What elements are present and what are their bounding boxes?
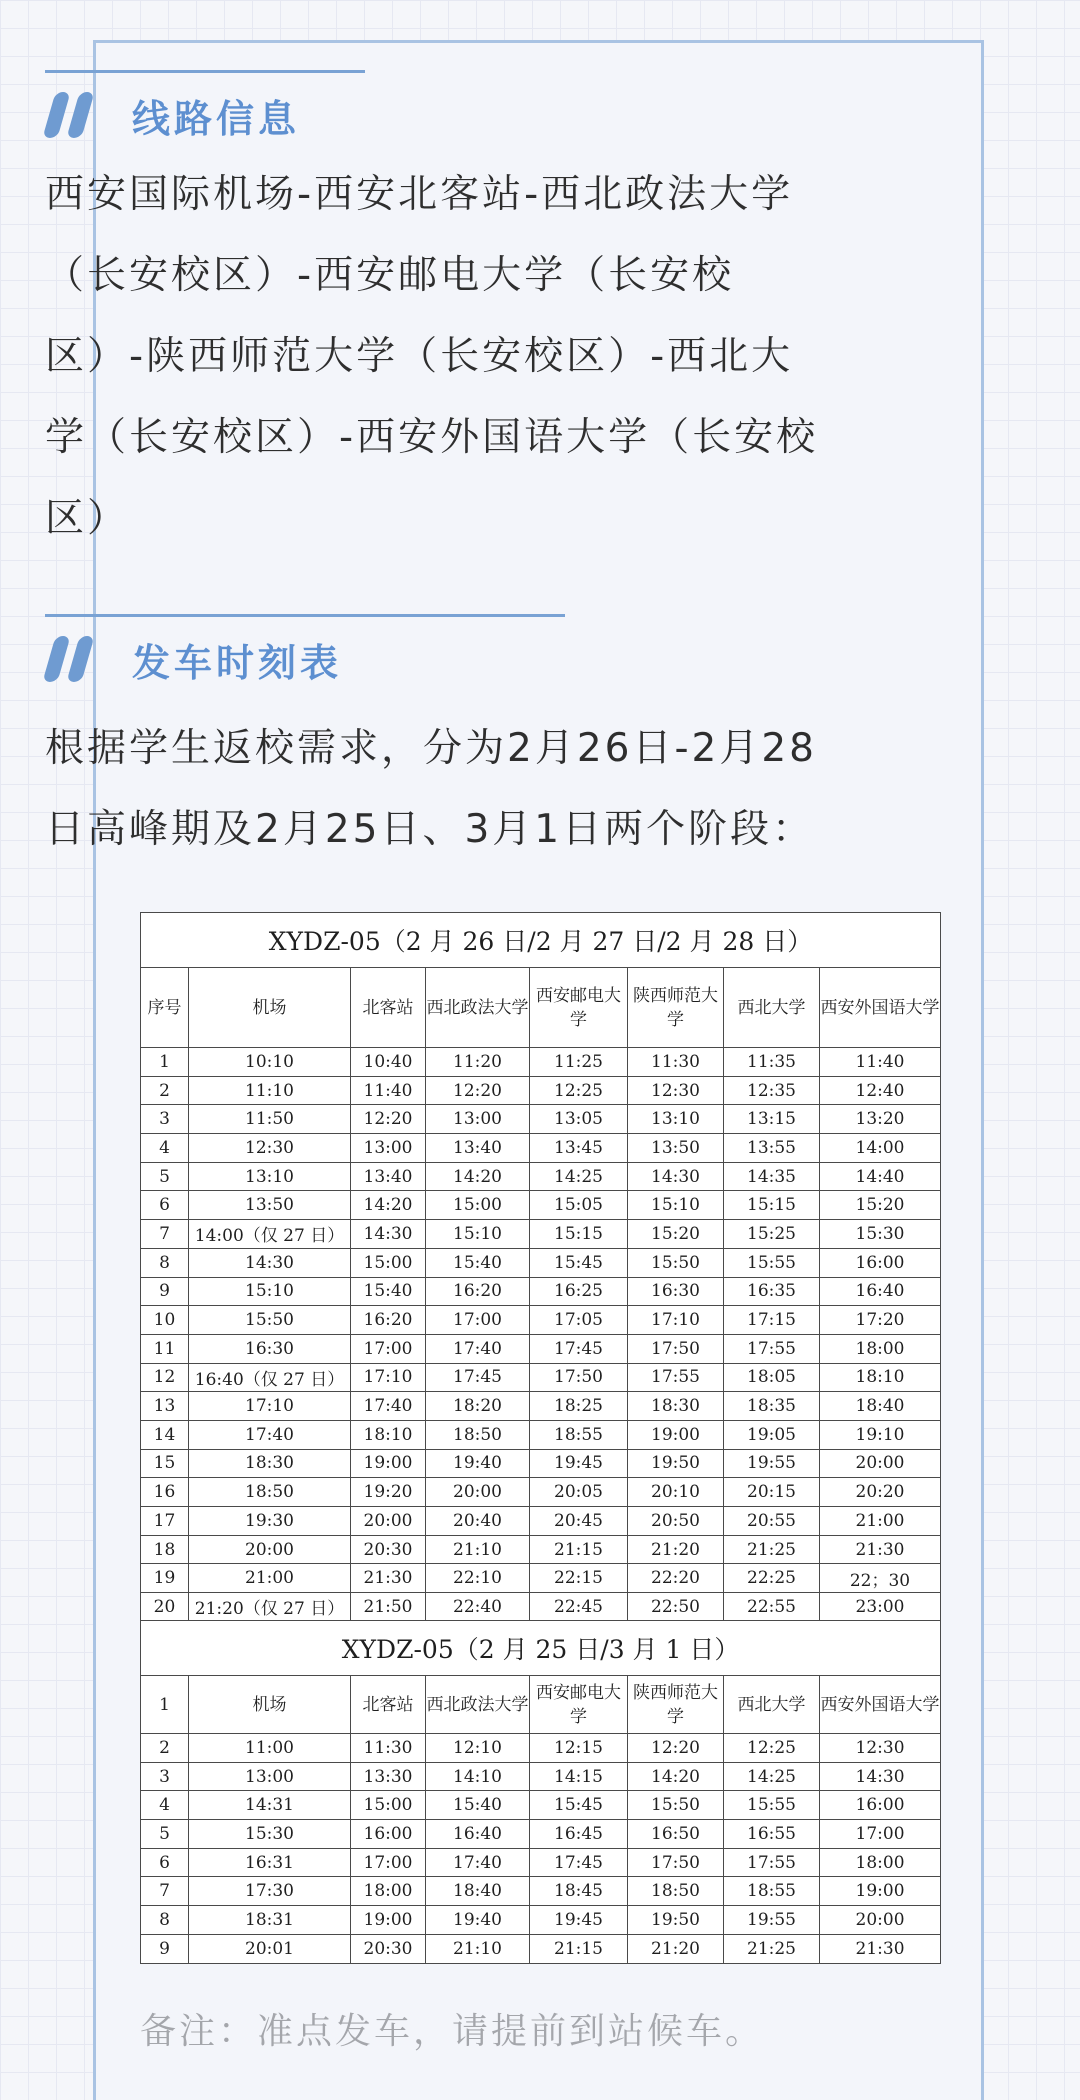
time-cell: 19:50 <box>628 1449 724 1478</box>
time-cell: 13:45 <box>530 1134 628 1163</box>
time-cell: 17:20 <box>820 1306 941 1335</box>
time-cell: 19:45 <box>530 1906 628 1935</box>
route-heading <box>45 85 845 145</box>
time-cell: 21:15 <box>530 1535 628 1564</box>
route-section <box>45 70 845 559</box>
time-cell: 15:00 <box>351 1791 426 1820</box>
header-cell: 机场 <box>189 968 351 1048</box>
time-cell: 15:45 <box>530 1248 628 1277</box>
time-cell: 19:20 <box>351 1478 426 1507</box>
time-cell: 17:00 <box>351 1334 426 1363</box>
table-row <box>141 1076 941 1105</box>
time-cell: 15:00 <box>426 1191 530 1220</box>
time-cell: 20:00 <box>820 1449 941 1478</box>
row-number-cell: 7 <box>141 1877 189 1906</box>
time-cell: 18:00 <box>820 1848 941 1877</box>
time-cell: 13:00 <box>351 1134 426 1163</box>
time-cell: 20:45 <box>530 1507 628 1536</box>
time-cell: 19:40 <box>426 1906 530 1935</box>
timetable-caption: XYDZ-05（2 月 26 日/2 月 27 日/2 月 28 日） <box>141 913 941 968</box>
table-row <box>141 1734 941 1763</box>
table-row <box>141 1877 941 1906</box>
table-row <box>141 1449 941 1478</box>
time-cell: 21:20 <box>628 1934 724 1963</box>
time-cell: 20:10 <box>628 1478 724 1507</box>
header-cell: 北客站 <box>351 968 426 1048</box>
time-cell: 13:15 <box>724 1105 820 1134</box>
time-cell: 17:10 <box>628 1306 724 1335</box>
table-row <box>141 1392 941 1421</box>
time-cell: 13:40 <box>426 1134 530 1163</box>
time-cell: 13:00 <box>189 1762 351 1791</box>
time-cell: 15:20 <box>628 1220 724 1249</box>
time-cell: 14:20 <box>628 1762 724 1791</box>
table-row <box>141 1277 941 1306</box>
time-cell: 20:30 <box>351 1934 426 1963</box>
time-cell: 14:30 <box>820 1762 941 1791</box>
time-cell: 14:00（仅 27 日） <box>189 1220 351 1249</box>
time-cell: 15:00 <box>351 1248 426 1277</box>
time-cell: 12:25 <box>724 1734 820 1763</box>
time-cell: 12:30 <box>628 1076 724 1105</box>
time-cell: 12:20 <box>351 1105 426 1134</box>
time-cell: 20:50 <box>628 1507 724 1536</box>
time-cell: 16:50 <box>628 1820 724 1849</box>
time-cell: 20:00 <box>820 1906 941 1935</box>
time-cell: 18:50 <box>426 1420 530 1449</box>
time-cell: 20:55 <box>724 1507 820 1536</box>
time-cell: 22；30 <box>820 1564 941 1593</box>
time-cell: 21:20 <box>628 1535 724 1564</box>
schedule-description <box>45 708 845 870</box>
time-cell: 15:50 <box>628 1791 724 1820</box>
time-cell: 12:35 <box>724 1076 820 1105</box>
table-row <box>141 1191 941 1220</box>
schedule-heading <box>45 629 845 689</box>
time-cell: 14:25 <box>724 1762 820 1791</box>
schedule-line: 日高峰期及2月25日、3月1日两个阶段： <box>45 807 815 852</box>
time-cell: 17:40 <box>189 1420 351 1449</box>
header-cell: 序号 <box>141 968 189 1048</box>
time-cell: 20:00 <box>189 1535 351 1564</box>
time-cell: 22:40 <box>426 1593 530 1622</box>
table-row <box>141 1593 941 1622</box>
time-cell: 15:40 <box>351 1277 426 1306</box>
time-cell: 13:20 <box>820 1105 941 1134</box>
time-cell: 13:10 <box>189 1162 351 1191</box>
time-cell: 18:25 <box>530 1392 628 1421</box>
row-number-cell: 19 <box>141 1564 189 1593</box>
time-cell: 17:50 <box>628 1848 724 1877</box>
timetable-caption: XYDZ-05（2 月 25 日/3 月 1 日） <box>141 1621 941 1676</box>
header-cell: 西安外国语大学 <box>820 1676 941 1734</box>
row-number-cell: 1 <box>141 1048 189 1077</box>
row-number-cell: 16 <box>141 1478 189 1507</box>
time-cell: 15:30 <box>820 1220 941 1249</box>
time-cell: 18:20 <box>426 1392 530 1421</box>
time-cell: 11:40 <box>351 1076 426 1105</box>
table-row <box>141 1220 941 1249</box>
time-cell: 14:35 <box>724 1162 820 1191</box>
header-cell: 西安外国语大学 <box>820 968 941 1048</box>
time-cell: 19:10 <box>820 1420 941 1449</box>
row-number-cell: 2 <box>141 1076 189 1105</box>
time-cell: 21:30 <box>820 1934 941 1963</box>
time-cell: 18:40 <box>426 1877 530 1906</box>
time-cell: 11:40 <box>820 1048 941 1077</box>
row-number-cell: 10 <box>141 1306 189 1335</box>
schedule-section <box>45 614 845 870</box>
row-number-cell: 6 <box>141 1191 189 1220</box>
time-cell: 12:40 <box>820 1076 941 1105</box>
time-cell: 12:20 <box>426 1076 530 1105</box>
row-number-cell: 5 <box>141 1820 189 1849</box>
table-row <box>141 1507 941 1536</box>
row-number-cell: 4 <box>141 1791 189 1820</box>
time-cell: 18:10 <box>351 1420 426 1449</box>
time-cell: 18:30 <box>628 1392 724 1421</box>
time-cell: 16:00 <box>820 1791 941 1820</box>
header-cell: 西安邮电大学 <box>530 968 628 1048</box>
time-cell: 14:10 <box>426 1762 530 1791</box>
time-cell: 13:00 <box>426 1105 530 1134</box>
time-cell: 15:45 <box>530 1791 628 1820</box>
header-cell: 机场 <box>189 1676 351 1734</box>
table-row <box>141 1134 941 1163</box>
header-cell: 西安邮电大学 <box>530 1676 628 1734</box>
time-cell: 17:40 <box>426 1848 530 1877</box>
row-number-cell: 13 <box>141 1392 189 1421</box>
table-row <box>141 1820 941 1849</box>
time-cell: 16:45 <box>530 1820 628 1849</box>
time-cell: 17:50 <box>628 1334 724 1363</box>
time-cell: 23:00 <box>820 1593 941 1622</box>
time-cell: 19:40 <box>426 1449 530 1478</box>
timetable-header-row <box>141 1676 941 1734</box>
time-cell: 15:20 <box>820 1191 941 1220</box>
time-cell: 12:10 <box>426 1734 530 1763</box>
time-cell: 18:55 <box>724 1877 820 1906</box>
time-cell: 12:25 <box>530 1076 628 1105</box>
time-cell: 11:20 <box>426 1048 530 1077</box>
table-row <box>141 1420 941 1449</box>
time-cell: 15:50 <box>189 1306 351 1335</box>
header-cell: 西北大学 <box>724 968 820 1048</box>
row-number-cell: 8 <box>141 1248 189 1277</box>
row-number-cell: 17 <box>141 1507 189 1536</box>
time-cell: 11:10 <box>189 1076 351 1105</box>
table-row <box>141 1906 941 1935</box>
route-line: 西安国际机场-西安北客站-西北政法大学 <box>45 172 794 217</box>
time-cell: 22:10 <box>426 1564 530 1593</box>
header-cell: 西北政法大学 <box>426 1676 530 1734</box>
time-cell: 16:31 <box>189 1848 351 1877</box>
time-cell: 17:45 <box>426 1363 530 1392</box>
time-cell: 17:15 <box>724 1306 820 1335</box>
time-cell: 15:30 <box>189 1820 351 1849</box>
time-cell: 15:10 <box>628 1191 724 1220</box>
time-cell: 16:35 <box>724 1277 820 1306</box>
time-cell: 19:50 <box>628 1906 724 1935</box>
time-cell: 17:40 <box>426 1334 530 1363</box>
time-cell: 14:30 <box>628 1162 724 1191</box>
time-cell: 20:30 <box>351 1535 426 1564</box>
time-cell: 16:30 <box>189 1334 351 1363</box>
row-number-cell: 20 <box>141 1593 189 1622</box>
table-row <box>141 1564 941 1593</box>
time-cell: 15:10 <box>426 1220 530 1249</box>
time-cell: 19:00 <box>820 1877 941 1906</box>
time-cell: 16:00 <box>351 1820 426 1849</box>
time-cell: 22:15 <box>530 1564 628 1593</box>
time-cell: 18:40 <box>820 1392 941 1421</box>
row-number-cell: 2 <box>141 1734 189 1763</box>
header-cell: 陕西师范大学 <box>628 1676 724 1734</box>
row-number-cell: 4 <box>141 1134 189 1163</box>
time-cell: 14:00 <box>820 1134 941 1163</box>
time-cell: 11:35 <box>724 1048 820 1077</box>
table-row <box>141 1363 941 1392</box>
time-cell: 18:31 <box>189 1906 351 1935</box>
time-cell: 17:45 <box>530 1848 628 1877</box>
time-cell: 22:55 <box>724 1593 820 1622</box>
time-cell: 16:40 <box>820 1277 941 1306</box>
time-cell: 21:00 <box>820 1507 941 1536</box>
time-cell: 21:50 <box>351 1593 426 1622</box>
time-cell: 15:55 <box>724 1248 820 1277</box>
row-number-cell: 11 <box>141 1334 189 1363</box>
row-number-cell: 8 <box>141 1906 189 1935</box>
time-cell: 17:10 <box>351 1363 426 1392</box>
time-cell: 19:00 <box>351 1906 426 1935</box>
departure-note: 备注：准点发车，请提前到站候车。 <box>140 2011 765 2052</box>
row-number-cell: 5 <box>141 1162 189 1191</box>
time-cell: 20:05 <box>530 1478 628 1507</box>
route-description <box>45 154 845 559</box>
time-cell: 15:40 <box>426 1248 530 1277</box>
row-number-cell: 3 <box>141 1105 189 1134</box>
time-cell: 18:30 <box>189 1449 351 1478</box>
time-cell: 14:20 <box>351 1191 426 1220</box>
time-cell: 19:45 <box>530 1449 628 1478</box>
header-cell: 陕西师范大学 <box>628 968 724 1048</box>
time-cell: 17:40 <box>351 1392 426 1421</box>
time-cell: 20:20 <box>820 1478 941 1507</box>
time-cell: 22:45 <box>530 1593 628 1622</box>
time-cell: 14:20 <box>426 1162 530 1191</box>
schedule-heading-text: 发车时刻表 <box>132 640 343 685</box>
time-cell: 16:40（仅 27 日） <box>189 1363 351 1392</box>
time-cell: 13:05 <box>530 1105 628 1134</box>
time-cell: 17:00 <box>426 1306 530 1335</box>
time-cell: 18:00 <box>351 1877 426 1906</box>
time-cell: 21:15 <box>530 1934 628 1963</box>
time-cell: 17:55 <box>628 1363 724 1392</box>
table-row <box>141 1105 941 1134</box>
time-cell: 19:55 <box>724 1449 820 1478</box>
time-cell: 16:20 <box>426 1277 530 1306</box>
time-cell: 17:05 <box>530 1306 628 1335</box>
schedule-line: 根据学生返校需求，分为2月26日-2月28 <box>45 726 817 771</box>
time-cell: 11:30 <box>628 1048 724 1077</box>
header-cell: 北客站 <box>351 1676 426 1734</box>
time-cell: 17:55 <box>724 1334 820 1363</box>
time-cell: 14:25 <box>530 1162 628 1191</box>
table-row <box>141 1048 941 1077</box>
time-cell: 19:05 <box>724 1420 820 1449</box>
time-cell: 13:50 <box>189 1191 351 1220</box>
time-cell: 17:30 <box>189 1877 351 1906</box>
time-cell: 20:15 <box>724 1478 820 1507</box>
time-cell: 15:15 <box>530 1220 628 1249</box>
time-cell: 15:40 <box>426 1791 530 1820</box>
time-cell: 21:30 <box>820 1535 941 1564</box>
time-cell: 21:10 <box>426 1535 530 1564</box>
row-number-cell: 9 <box>141 1277 189 1306</box>
time-cell: 22:50 <box>628 1593 724 1622</box>
route-line: 学（长安校区）-西安外国语大学（长安校 <box>45 415 819 460</box>
time-cell: 20:01 <box>189 1934 351 1963</box>
time-cell: 13:40 <box>351 1162 426 1191</box>
time-cell: 21:00 <box>189 1564 351 1593</box>
time-cell: 15:05 <box>530 1191 628 1220</box>
time-cell: 13:10 <box>628 1105 724 1134</box>
time-cell: 11:50 <box>189 1105 351 1134</box>
time-cell: 18:10 <box>820 1363 941 1392</box>
time-cell: 10:10 <box>189 1048 351 1077</box>
header-cell: 西北政法大学 <box>426 968 530 1048</box>
route-line: 区） <box>45 496 130 541</box>
time-cell: 17:00 <box>351 1848 426 1877</box>
quote-icon <box>49 636 88 682</box>
time-cell: 17:50 <box>530 1363 628 1392</box>
schedule-heading-rule <box>45 614 565 617</box>
time-cell: 15:15 <box>724 1191 820 1220</box>
route-line: （长安校区）-西安邮电大学（长安校 <box>45 253 735 298</box>
time-cell: 12:15 <box>530 1734 628 1763</box>
table-row <box>141 1248 941 1277</box>
time-cell: 12:20 <box>628 1734 724 1763</box>
quote-icon <box>49 92 88 138</box>
time-cell: 16:25 <box>530 1277 628 1306</box>
time-cell: 17:45 <box>530 1334 628 1363</box>
time-cell: 18:00 <box>820 1334 941 1363</box>
header-cell: 西北大学 <box>724 1676 820 1734</box>
time-cell: 14:15 <box>530 1762 628 1791</box>
table-row <box>141 1762 941 1791</box>
time-cell: 19:30 <box>189 1507 351 1536</box>
time-cell: 17:55 <box>724 1848 820 1877</box>
table-row <box>141 1848 941 1877</box>
time-cell: 19:55 <box>724 1906 820 1935</box>
time-cell: 12:30 <box>189 1134 351 1163</box>
time-cell: 18:45 <box>530 1877 628 1906</box>
time-cell: 20:00 <box>426 1478 530 1507</box>
table-row <box>141 1478 941 1507</box>
row-number-cell: 15 <box>141 1449 189 1478</box>
time-cell: 11:25 <box>530 1048 628 1077</box>
time-cell: 13:30 <box>351 1762 426 1791</box>
time-cell: 16:00 <box>820 1248 941 1277</box>
time-cell: 18:05 <box>724 1363 820 1392</box>
header-cell: 1 <box>141 1676 189 1734</box>
time-cell: 18:50 <box>628 1877 724 1906</box>
time-cell: 21:25 <box>724 1535 820 1564</box>
time-cell: 20:00 <box>351 1507 426 1536</box>
table-row <box>141 1791 941 1820</box>
time-cell: 16:20 <box>351 1306 426 1335</box>
row-number-cell: 3 <box>141 1762 189 1791</box>
row-number-cell: 7 <box>141 1220 189 1249</box>
timetable-peak <box>140 912 941 1622</box>
table-row <box>141 1934 941 1963</box>
table-row <box>141 1334 941 1363</box>
route-heading-rule <box>45 70 365 73</box>
time-cell: 18:35 <box>724 1392 820 1421</box>
time-cell: 10:40 <box>351 1048 426 1077</box>
time-cell: 19:00 <box>628 1420 724 1449</box>
time-cell: 15:25 <box>724 1220 820 1249</box>
time-cell: 21:30 <box>351 1564 426 1593</box>
time-cell: 16:30 <box>628 1277 724 1306</box>
row-number-cell: 12 <box>141 1363 189 1392</box>
table-row <box>141 1162 941 1191</box>
time-cell: 18:50 <box>189 1478 351 1507</box>
time-cell: 21:10 <box>426 1934 530 1963</box>
timetable-offpeak <box>140 1620 941 1964</box>
time-cell: 22:20 <box>628 1564 724 1593</box>
time-cell: 16:55 <box>724 1820 820 1849</box>
table-row <box>141 1306 941 1335</box>
time-cell: 11:30 <box>351 1734 426 1763</box>
time-cell: 15:55 <box>724 1791 820 1820</box>
time-cell: 13:50 <box>628 1134 724 1163</box>
table-row <box>141 1535 941 1564</box>
time-cell: 17:00 <box>820 1820 941 1849</box>
time-cell: 22:25 <box>724 1564 820 1593</box>
time-cell: 17:10 <box>189 1392 351 1421</box>
row-number-cell: 18 <box>141 1535 189 1564</box>
time-cell: 15:10 <box>189 1277 351 1306</box>
time-cell: 20:40 <box>426 1507 530 1536</box>
row-number-cell: 6 <box>141 1848 189 1877</box>
time-cell: 21:25 <box>724 1934 820 1963</box>
timetable-header-row <box>141 968 941 1048</box>
time-cell: 14:40 <box>820 1162 941 1191</box>
time-cell: 11:00 <box>189 1734 351 1763</box>
time-cell: 13:55 <box>724 1134 820 1163</box>
time-cell: 16:40 <box>426 1820 530 1849</box>
time-cell: 19:00 <box>351 1449 426 1478</box>
time-cell: 14:30 <box>351 1220 426 1249</box>
time-cell: 18:55 <box>530 1420 628 1449</box>
time-cell: 14:30 <box>189 1248 351 1277</box>
row-number-cell: 14 <box>141 1420 189 1449</box>
route-line: 区）-陕西师范大学（长安校区）-西北大 <box>45 334 794 379</box>
route-heading-text: 线路信息 <box>132 96 301 141</box>
time-cell: 14:31 <box>189 1791 351 1820</box>
time-cell: 15:50 <box>628 1248 724 1277</box>
row-number-cell: 9 <box>141 1934 189 1963</box>
time-cell: 21:20（仅 27 日） <box>189 1593 351 1622</box>
time-cell: 12:30 <box>820 1734 941 1763</box>
